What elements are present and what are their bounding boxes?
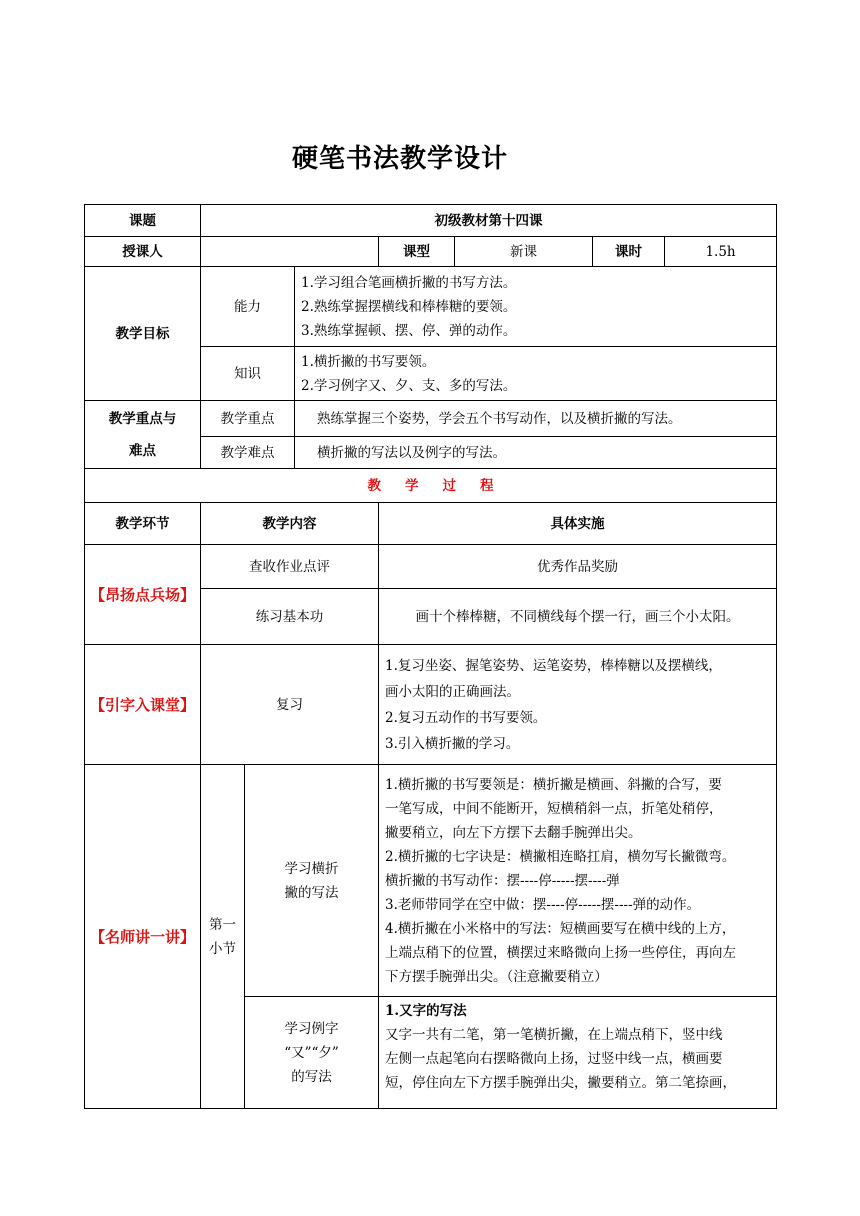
stage-header: 教学环节: [85, 503, 201, 545]
type-value: 新课: [455, 237, 593, 267]
list-item: 1.横折撇的书写要领是：横折撇是横画、斜撇的合写，要: [385, 776, 722, 793]
list-item: 上端点稍下的位置，横摆过来略微向上扬一些停住，再向左: [385, 944, 736, 961]
ability-list: [295, 267, 777, 347]
implementation-header: 具体实施: [379, 503, 777, 545]
focus-label: 教学重点: [201, 401, 295, 437]
list-item: 1.复习坐姿、握笔姿势、运笔姿势，棒棒糖以及摆横线，: [385, 657, 722, 674]
list-item: 又字一共有二笔，第一笔横折撇，在上端点稍下，竖中线: [385, 1027, 723, 1043]
key-points-label: 教学重点与 难点: [85, 401, 201, 469]
ability-label: 能力: [201, 267, 295, 347]
objectives-label: 教学目标: [85, 267, 201, 401]
list-item: 一笔写成，中间不能断开，短横稍斜一点，折笔处稍停，: [385, 800, 723, 817]
stage2-impl: [379, 645, 777, 765]
stage1-content-2: 练习基本功: [201, 589, 379, 645]
topic-value: 初级教材第十四课: [201, 205, 777, 237]
list-item: 横折撇的书写动作：摆----停-----摆----弹: [385, 872, 620, 889]
stage3-part2-impl: [379, 997, 777, 1109]
stage3-section: 第一 小节: [201, 765, 245, 1109]
hours-value: 1.5h: [665, 237, 777, 267]
focus-value: 熟练掌握三个姿势，学会五个书写动作，以及横折撇的写法。: [295, 401, 777, 437]
stage1-impl-2: 画十个棒棒糖，不同横线每个摆一行，画三个小太阳。: [379, 589, 777, 645]
teacher-value: [201, 237, 379, 267]
section-heading: 1.又字的写法: [385, 1003, 467, 1019]
list-item: 下方摆手腕弹出尖。（注意撇要稍立）: [385, 968, 608, 985]
stage3-part1-impl: [379, 765, 777, 997]
teacher-label: 授课人: [85, 237, 201, 267]
list-item: 1.横折撇的书写要领。: [301, 353, 436, 370]
stage2-content: 复习: [201, 645, 379, 765]
content-header: 教学内容: [201, 503, 379, 545]
list-item: 左侧一点起笔向右摆略微向上扬，过竖中线一点，横画要: [385, 1051, 723, 1067]
list-item: 3.老师带同学在空中做：摆----停-----摆----弹的动作。: [385, 896, 701, 913]
list-item: 2.复习五动作的书写要领。: [385, 709, 547, 726]
hours-label: 课时: [593, 237, 665, 267]
stage3-part1-title: 学习横折 撇的写法: [245, 765, 379, 997]
knowledge-list: [295, 347, 777, 401]
list-item: 3.熟练掌握顿、摆、停、弹的动作。: [301, 322, 517, 339]
page-title: 硬笔书法教学设计: [291, 144, 508, 174]
topic-label: 课题: [85, 205, 201, 237]
stage2-name: 【引字入课堂】: [85, 645, 201, 765]
list-item: 撇要稍立，向左下方摆下去翻手腕弹出尖。: [385, 824, 642, 841]
difficulty-label: 教学难点: [201, 437, 295, 469]
type-label: 课型: [379, 237, 455, 267]
stage3-name: 【名师讲一讲】: [85, 765, 201, 1109]
lesson-plan-table: [84, 204, 777, 1109]
list-item: 2.学习例字又、夕、支、多的写法。: [301, 377, 517, 394]
knowledge-label: 知识: [201, 347, 295, 401]
stage1-content-1: 查收作业点评: [201, 545, 379, 589]
stage1-name: 【昂扬点兵场】: [85, 545, 201, 645]
list-item: 1.学习组合笔画横折撇的书写方法。: [301, 274, 517, 291]
list-item: 画小太阳的正确画法。: [385, 683, 520, 700]
difficulty-value: 横折撇的写法以及例字的写法。: [295, 437, 777, 469]
stage1-impl-1: 优秀作品奖励: [379, 545, 777, 589]
list-item: 2.横折撇的七字诀是：横撇相连略扛肩，横勿写长撇微弯。: [385, 848, 736, 865]
list-item: 3.引入横折撇的学习。: [385, 735, 520, 752]
list-item: 2.熟练掌握摆横线和棒棒糖的要领。: [301, 298, 517, 315]
stage3-part2-title: 学习例字 “又”“夕” 的写法: [245, 997, 379, 1109]
list-item: 短，停住向左下方摆手腕弹出尖，撇要稍立。第二笔捺画，: [385, 1075, 736, 1091]
list-item: 4.横折撇在小米格中的写法：短横画要写在横中线的上方，: [385, 920, 736, 937]
process-title: 教学过程: [85, 469, 777, 503]
